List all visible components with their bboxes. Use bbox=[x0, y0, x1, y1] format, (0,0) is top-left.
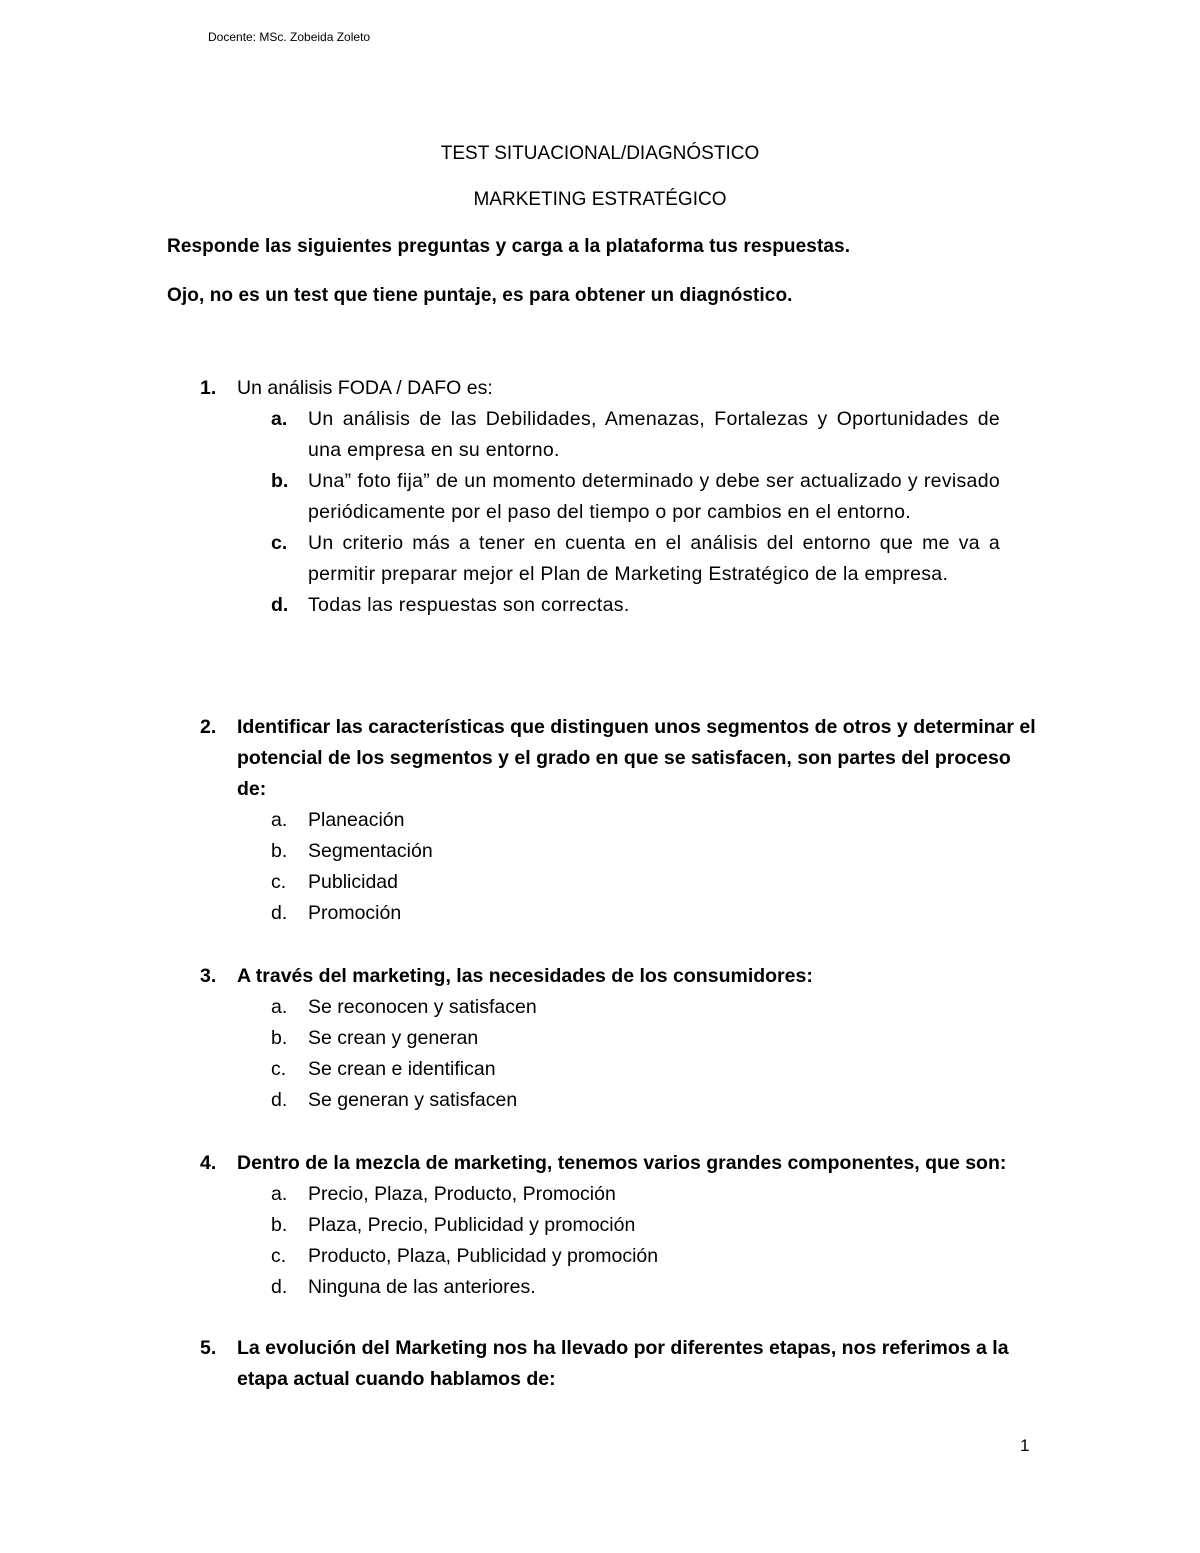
option-letter: c. bbox=[271, 871, 287, 893]
option-d bbox=[271, 1085, 1000, 1116]
option-text: Se reconocen y satisfacen bbox=[308, 996, 537, 1018]
question-text: Dentro de la mezcla de marketing, tenemos varios grandes componentes, que son: bbox=[237, 1152, 1007, 1174]
option-a bbox=[271, 404, 1000, 466]
option-text: Publicidad bbox=[308, 871, 398, 893]
option-letter: c. bbox=[271, 1058, 287, 1080]
option-d bbox=[271, 590, 1000, 621]
course-title: MARKETING ESTRATÉGICO bbox=[473, 189, 727, 210]
option-b bbox=[271, 1210, 1000, 1241]
option-list bbox=[200, 1179, 1040, 1303]
option-text: Todas las respuestas son correctas. bbox=[308, 594, 630, 616]
page-number: 1 bbox=[1020, 1436, 1030, 1455]
option-text: Ninguna de las anteriores. bbox=[308, 1276, 536, 1298]
option-d bbox=[271, 1272, 1000, 1303]
option-list bbox=[200, 992, 1040, 1116]
question-number: 1. bbox=[200, 377, 217, 399]
option-text: Una” foto fija” de un momento determinado y debe ser actualizado y revisado periódicamente por el paso del tiempo o por cambios en el entorno. bbox=[308, 470, 1000, 523]
question-5 bbox=[200, 1333, 1040, 1395]
question-number: 5. bbox=[200, 1337, 217, 1359]
option-a bbox=[271, 1179, 1000, 1210]
option-letter: a. bbox=[271, 1183, 288, 1205]
option-text: Plaza, Precio, Publicidad y promoción bbox=[308, 1214, 636, 1236]
option-list bbox=[200, 805, 1040, 929]
question-2 bbox=[200, 712, 1040, 929]
option-c bbox=[271, 528, 1000, 590]
option-text: Segmentación bbox=[308, 840, 433, 862]
option-letter: d. bbox=[271, 902, 288, 924]
option-letter: a. bbox=[271, 408, 288, 430]
option-d bbox=[271, 898, 1000, 929]
option-c bbox=[271, 1241, 1000, 1272]
option-letter: c. bbox=[271, 1245, 287, 1267]
question-1 bbox=[200, 373, 1040, 621]
option-text: Un análisis de las Debilidades, Amenazas, Fortalezas y Oportunidades de una empresa en su entorno. bbox=[308, 408, 1000, 461]
option-text: Planeación bbox=[308, 809, 405, 831]
option-text: Precio, Plaza, Producto, Promoción bbox=[308, 1183, 616, 1205]
option-letter: b. bbox=[271, 1027, 288, 1049]
question-text: La evolución del Marketing nos ha llevado por diferentes etapas, nos referimos a la etapa actual cuando hablamos de: bbox=[237, 1337, 1009, 1390]
option-b bbox=[271, 1023, 1000, 1054]
option-letter: a. bbox=[271, 809, 288, 831]
option-letter: a. bbox=[271, 996, 288, 1018]
test-title: TEST SITUACIONAL/DIAGNÓSTICO bbox=[440, 143, 760, 164]
option-letter: b. bbox=[271, 470, 289, 492]
option-letter: d. bbox=[271, 594, 289, 616]
instruction-line-2: Ojo, no es un test que tiene puntaje, es para obtener un diagnóstico. bbox=[167, 285, 793, 306]
question-text: Identificar las características que distinguen unos segmentos de otros y determinar el potencial de los segmentos y el grado en que se satisfacen, son partes del proceso de: bbox=[237, 716, 1036, 800]
option-b bbox=[271, 466, 1000, 528]
option-letter: d. bbox=[271, 1276, 288, 1298]
option-text: Un criterio más a tener en cuenta en el análisis del entorno que me va a permitir preparar mejor el Plan de Marketing Estratégico de la empresa. bbox=[308, 532, 1000, 585]
option-a bbox=[271, 992, 1000, 1023]
docente-header: Docente: MSc. Zobeida Zoleto bbox=[208, 30, 371, 44]
question-text: Un análisis FODA / DAFO es: bbox=[237, 377, 493, 399]
instruction-line-1: Responde las siguientes preguntas y carga a la plataforma tus respuestas. bbox=[167, 236, 851, 257]
option-letter: b. bbox=[271, 840, 288, 862]
option-text: Producto, Plaza, Publicidad y promoción bbox=[308, 1245, 659, 1267]
option-text: Promoción bbox=[308, 902, 402, 924]
option-letter: b. bbox=[271, 1214, 288, 1236]
option-text: Se crean y generan bbox=[308, 1027, 479, 1049]
option-text: Se crean e identifican bbox=[308, 1058, 496, 1080]
option-letter: d. bbox=[271, 1089, 288, 1111]
question-text: A través del marketing, las necesidades de los consumidores: bbox=[237, 965, 813, 987]
question-number: 2. bbox=[200, 716, 217, 738]
option-text: Se generan y satisfacen bbox=[308, 1089, 518, 1111]
option-letter: c. bbox=[271, 532, 288, 554]
option-list bbox=[200, 404, 1040, 621]
option-c bbox=[271, 867, 1000, 898]
question-number: 4. bbox=[200, 1152, 217, 1174]
question-3 bbox=[200, 961, 1040, 1116]
option-c bbox=[271, 1054, 1000, 1085]
question-number: 3. bbox=[200, 965, 217, 987]
option-a bbox=[271, 805, 1000, 836]
question-4 bbox=[200, 1148, 1040, 1303]
option-b bbox=[271, 836, 1000, 867]
